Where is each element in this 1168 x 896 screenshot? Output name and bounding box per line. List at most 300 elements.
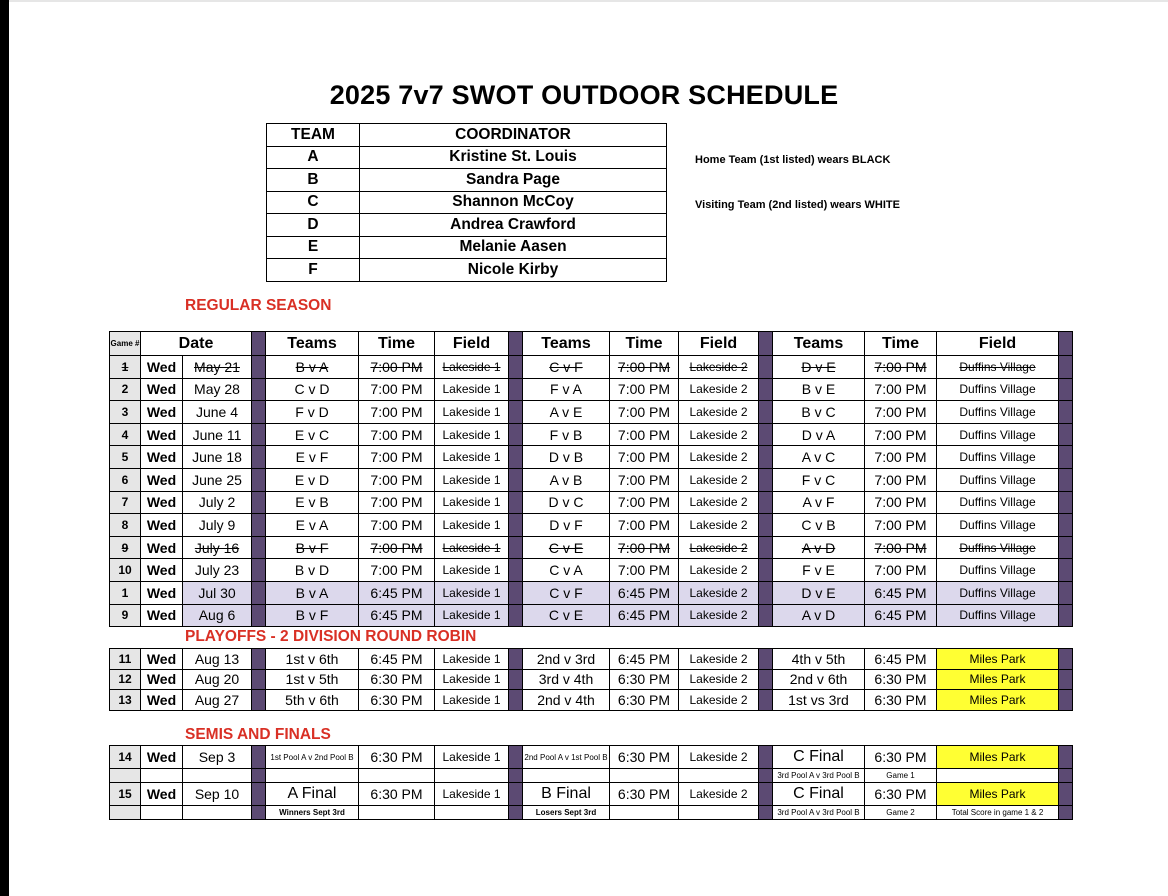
game-number: 9 <box>110 604 141 627</box>
coordinator-row <box>267 169 667 192</box>
field-3: Duffins Village <box>937 559 1059 582</box>
time-3: 7:00 PM <box>865 356 937 379</box>
separator <box>1059 746 1073 769</box>
game-number: 7 <box>110 491 141 514</box>
time-3: 7:00 PM <box>865 401 937 424</box>
teams-2: A v B <box>523 468 610 491</box>
teams-1: E v D <box>266 468 359 491</box>
date-header: Date <box>141 332 252 356</box>
schedule-row <box>110 783 1073 806</box>
field-3: Duffins Village <box>937 468 1059 491</box>
field-3: Duffins Village <box>937 446 1059 469</box>
game-number: 14 <box>110 746 141 769</box>
separator <box>509 783 523 806</box>
separator <box>759 769 773 783</box>
field-3: Miles Park <box>937 746 1059 769</box>
field-2: Lakeside 2 <box>679 446 759 469</box>
teams-3: D v A <box>773 423 865 446</box>
teams-2: D v C <box>523 491 610 514</box>
time-1 <box>359 769 435 783</box>
field-header: Field <box>679 332 759 356</box>
field-1: Lakeside 1 <box>435 604 509 627</box>
separator <box>252 669 266 690</box>
time-3: 7:00 PM <box>865 468 937 491</box>
game-number <box>110 806 141 820</box>
teams-3: 4th v 5th <box>773 649 865 670</box>
teams-1: B v F <box>266 536 359 559</box>
day: Wed <box>141 669 183 690</box>
date: Aug 13 <box>183 649 252 670</box>
teams-1: 5th v 6th <box>266 690 359 711</box>
field-2: Lakeside 2 <box>679 669 759 690</box>
time-3: 7:00 PM <box>865 446 937 469</box>
field-1: Lakeside 1 <box>435 401 509 424</box>
field-3: Duffins Village <box>937 514 1059 537</box>
time-3: 7:00 PM <box>865 491 937 514</box>
field-2: Lakeside 2 <box>679 581 759 604</box>
separator <box>759 536 773 559</box>
time-1 <box>359 806 435 820</box>
field-3: Miles Park <box>937 690 1059 711</box>
semis-label: SEMIS AND FINALS <box>185 726 331 743</box>
separator <box>252 514 266 537</box>
time-2: 7:00 PM <box>610 514 679 537</box>
teams-2: C v F <box>523 581 610 604</box>
teams-1: 1st Pool A v 2nd Pool B <box>266 746 359 769</box>
schedule-row <box>110 423 1073 446</box>
field-1: Lakeside 1 <box>435 783 509 806</box>
teams-header: Teams <box>773 332 865 356</box>
day: Wed <box>141 378 183 401</box>
teams-header: Teams <box>266 332 359 356</box>
teams-2: C v A <box>523 559 610 582</box>
date: Aug 20 <box>183 669 252 690</box>
separator <box>1059 446 1073 469</box>
separator <box>509 769 523 783</box>
separator <box>1059 423 1073 446</box>
field-3: Duffins Village <box>937 491 1059 514</box>
teams-2: C v E <box>523 604 610 627</box>
date <box>183 806 252 820</box>
separator <box>252 446 266 469</box>
separator <box>509 536 523 559</box>
day: Wed <box>141 559 183 582</box>
playoffs-table <box>109 648 1073 711</box>
field-3: Total Score in game 1 & 2 <box>937 806 1059 820</box>
day: Wed <box>141 423 183 446</box>
field-1: Lakeside 1 <box>435 690 509 711</box>
teams-2: F v B <box>523 423 610 446</box>
game-number: 2 <box>110 378 141 401</box>
separator <box>1059 806 1073 820</box>
time-2: 7:00 PM <box>610 356 679 379</box>
teams-1: 1st v 6th <box>266 649 359 670</box>
separator <box>759 332 773 356</box>
separator <box>1059 783 1073 806</box>
game-number <box>110 769 141 783</box>
coordinator-row <box>267 259 667 282</box>
time-1: 7:00 PM <box>359 356 435 379</box>
date: July 2 <box>183 491 252 514</box>
time-2: 7:00 PM <box>610 468 679 491</box>
teams-1: Winners Sept 3rd <box>266 806 359 820</box>
team-letter: D <box>267 214 360 237</box>
day: Wed <box>141 468 183 491</box>
time-3: Game 2 <box>865 806 937 820</box>
separator <box>1059 514 1073 537</box>
separator <box>252 783 266 806</box>
time-1: 7:00 PM <box>359 536 435 559</box>
time-header: Time <box>610 332 679 356</box>
teams-3: C v B <box>773 514 865 537</box>
time-1: 6:30 PM <box>359 783 435 806</box>
field-1 <box>435 769 509 783</box>
separator <box>509 468 523 491</box>
time-1: 6:45 PM <box>359 581 435 604</box>
separator <box>759 690 773 711</box>
day: Wed <box>141 491 183 514</box>
teams-3: D v E <box>773 581 865 604</box>
field-1: Lakeside 1 <box>435 491 509 514</box>
coordinator-header: COORDINATOR <box>360 124 667 147</box>
date: Jul 30 <box>183 581 252 604</box>
time-2: 6:45 PM <box>610 649 679 670</box>
time-1: 7:00 PM <box>359 491 435 514</box>
day: Wed <box>141 783 183 806</box>
field-2: Lakeside 2 <box>679 746 759 769</box>
time-header: Time <box>359 332 435 356</box>
coordinator-name: Sandra Page <box>360 169 667 192</box>
field-2: Lakeside 2 <box>679 514 759 537</box>
field-1: Lakeside 1 <box>435 536 509 559</box>
field-3: Duffins Village <box>937 401 1059 424</box>
time-2: 7:00 PM <box>610 401 679 424</box>
teams-3: B v E <box>773 378 865 401</box>
day: Wed <box>141 446 183 469</box>
separator <box>509 559 523 582</box>
game-number: 9 <box>110 536 141 559</box>
teams-2: D v F <box>523 514 610 537</box>
time-1: 7:00 PM <box>359 446 435 469</box>
coordinator-row <box>267 236 667 259</box>
teams-2: 3rd v 4th <box>523 669 610 690</box>
day: Wed <box>141 581 183 604</box>
top-edge-line <box>9 0 1168 2</box>
separator <box>1059 559 1073 582</box>
field-2: Lakeside 2 <box>679 783 759 806</box>
separator <box>1059 769 1073 783</box>
time-1: 6:45 PM <box>359 604 435 627</box>
schedule-row <box>110 581 1073 604</box>
teams-2 <box>523 769 610 783</box>
separator <box>252 769 266 783</box>
left-edge-bar <box>0 0 9 896</box>
teams-3: F v E <box>773 559 865 582</box>
teams-2: Losers Sept 3rd <box>523 806 610 820</box>
date: Sep 3 <box>183 746 252 769</box>
separator <box>759 581 773 604</box>
separator <box>509 581 523 604</box>
teams-2: 2nd v 4th <box>523 690 610 711</box>
separator <box>252 559 266 582</box>
separator <box>759 423 773 446</box>
date: May 21 <box>183 356 252 379</box>
separator <box>252 604 266 627</box>
regular-season-header-row <box>110 332 1073 356</box>
field-1: Lakeside 1 <box>435 669 509 690</box>
time-1: 7:00 PM <box>359 401 435 424</box>
teams-3: A v D <box>773 604 865 627</box>
day: Wed <box>141 746 183 769</box>
coordinator-row <box>267 146 667 169</box>
separator <box>759 468 773 491</box>
coordinator-row <box>267 191 667 214</box>
field-1 <box>435 806 509 820</box>
time-2: 6:30 PM <box>610 690 679 711</box>
team-letter: B <box>267 169 360 192</box>
date: June 11 <box>183 423 252 446</box>
time-3: 6:30 PM <box>865 783 937 806</box>
time-3: 6:30 PM <box>865 690 937 711</box>
date: June 25 <box>183 468 252 491</box>
teams-3: 3rd Pool A v 3rd Pool B <box>773 769 865 783</box>
time-3: 7:00 PM <box>865 514 937 537</box>
field-1: Lakeside 1 <box>435 581 509 604</box>
separator <box>252 423 266 446</box>
coordinator-name: Kristine St. Louis <box>360 146 667 169</box>
field-1: Lakeside 1 <box>435 446 509 469</box>
time-3: 7:00 PM <box>865 536 937 559</box>
separator <box>1059 356 1073 379</box>
day <box>141 769 183 783</box>
separator <box>759 669 773 690</box>
coordinator-table <box>266 123 667 282</box>
separator <box>509 746 523 769</box>
separator <box>252 332 266 356</box>
schedule-row <box>110 446 1073 469</box>
separator <box>509 332 523 356</box>
coordinator-row <box>267 214 667 237</box>
day: Wed <box>141 649 183 670</box>
teams-2: B Final <box>523 783 610 806</box>
field-2: Lakeside 2 <box>679 536 759 559</box>
game-number: 5 <box>110 446 141 469</box>
teams-1: B v A <box>266 356 359 379</box>
schedule-row <box>110 649 1073 670</box>
teams-3: A v F <box>773 491 865 514</box>
separator <box>252 581 266 604</box>
field-3 <box>937 769 1059 783</box>
field-3: Duffins Village <box>937 604 1059 627</box>
time-2: 6:30 PM <box>610 669 679 690</box>
date: Aug 27 <box>183 690 252 711</box>
coordinator-header-row <box>267 124 667 147</box>
separator <box>509 669 523 690</box>
separator <box>759 806 773 820</box>
separator <box>252 491 266 514</box>
day <box>141 806 183 820</box>
teams-3: B v C <box>773 401 865 424</box>
game-number: 11 <box>110 649 141 670</box>
time-1: 6:45 PM <box>359 649 435 670</box>
teams-1: E v C <box>266 423 359 446</box>
time-2: 7:00 PM <box>610 378 679 401</box>
separator <box>759 783 773 806</box>
separator <box>252 746 266 769</box>
teams-3: 1st vs 3rd <box>773 690 865 711</box>
time-2: 7:00 PM <box>610 536 679 559</box>
date: June 18 <box>183 446 252 469</box>
time-1: 6:30 PM <box>359 746 435 769</box>
separator <box>759 514 773 537</box>
teams-3: A v D <box>773 536 865 559</box>
separator <box>1059 468 1073 491</box>
separator <box>509 378 523 401</box>
time-3: 6:45 PM <box>865 604 937 627</box>
schedule-subrow <box>110 769 1073 783</box>
field-2: Lakeside 2 <box>679 491 759 514</box>
separator <box>1059 669 1073 690</box>
separator <box>759 559 773 582</box>
coordinator-name: Melanie Aasen <box>360 236 667 259</box>
game-number: 8 <box>110 514 141 537</box>
field-3: Duffins Village <box>937 536 1059 559</box>
separator <box>759 356 773 379</box>
separator <box>1059 491 1073 514</box>
separator <box>1059 332 1073 356</box>
separator <box>509 604 523 627</box>
coordinator-name: Andrea Crawford <box>360 214 667 237</box>
game-number: 13 <box>110 690 141 711</box>
day: Wed <box>141 604 183 627</box>
schedule-row <box>110 401 1073 424</box>
time-2: 7:00 PM <box>610 559 679 582</box>
time-header: Time <box>865 332 937 356</box>
time-2: 7:00 PM <box>610 491 679 514</box>
teams-2: C v F <box>523 356 610 379</box>
teams-3: A v C <box>773 446 865 469</box>
team-letter: E <box>267 236 360 259</box>
schedule-row <box>110 356 1073 379</box>
teams-1: E v A <box>266 514 359 537</box>
teams-1 <box>266 769 359 783</box>
separator <box>759 604 773 627</box>
teams-2: D v B <box>523 446 610 469</box>
teams-2: C v E <box>523 536 610 559</box>
separator <box>252 468 266 491</box>
time-2: 6:45 PM <box>610 581 679 604</box>
team-letter: C <box>267 191 360 214</box>
schedule-row <box>110 690 1073 711</box>
separator <box>252 401 266 424</box>
separator <box>759 446 773 469</box>
separator <box>509 514 523 537</box>
field-1: Lakeside 1 <box>435 649 509 670</box>
separator <box>252 356 266 379</box>
visiting-team-note: Visiting Team (2nd listed) wears WHITE <box>695 199 900 211</box>
schedule-row <box>110 559 1073 582</box>
field-1: Lakeside 1 <box>435 559 509 582</box>
field-1: Lakeside 1 <box>435 423 509 446</box>
time-3: Game 1 <box>865 769 937 783</box>
time-3: 7:00 PM <box>865 423 937 446</box>
separator <box>1059 378 1073 401</box>
page-title: 2025 7v7 SWOT OUTDOOR SCHEDULE <box>329 80 839 110</box>
date: Sep 10 <box>183 783 252 806</box>
coordinator-name: Nicole Kirby <box>360 259 667 282</box>
field-1: Lakeside 1 <box>435 514 509 537</box>
time-2 <box>610 769 679 783</box>
teams-1: B v F <box>266 604 359 627</box>
separator <box>252 378 266 401</box>
schedule-row <box>110 604 1073 627</box>
field-2: Lakeside 2 <box>679 401 759 424</box>
teams-1: B v A <box>266 581 359 604</box>
teams-3: 3rd Pool A v 3rd Pool B <box>773 806 865 820</box>
field-3: Duffins Village <box>937 581 1059 604</box>
day: Wed <box>141 690 183 711</box>
field-3: Miles Park <box>937 783 1059 806</box>
field-2: Lakeside 2 <box>679 356 759 379</box>
time-1: 7:00 PM <box>359 468 435 491</box>
time-2: 6:30 PM <box>610 746 679 769</box>
separator <box>509 806 523 820</box>
time-2: 6:30 PM <box>610 783 679 806</box>
game-number-header: Game # <box>110 332 141 356</box>
schedule-row <box>110 468 1073 491</box>
time-2: 6:45 PM <box>610 604 679 627</box>
separator <box>759 491 773 514</box>
separator <box>509 356 523 379</box>
separator <box>1059 649 1073 670</box>
time-1: 7:00 PM <box>359 378 435 401</box>
field-2 <box>679 806 759 820</box>
time-3: 7:00 PM <box>865 378 937 401</box>
field-2: Lakeside 2 <box>679 423 759 446</box>
game-number: 1 <box>110 356 141 379</box>
field-2: Lakeside 2 <box>679 559 759 582</box>
separator <box>252 536 266 559</box>
teams-1: E v B <box>266 491 359 514</box>
team-letter: A <box>267 146 360 169</box>
time-1: 6:30 PM <box>359 690 435 711</box>
teams-3: C Final <box>773 746 865 769</box>
field-1: Lakeside 1 <box>435 746 509 769</box>
separator <box>759 649 773 670</box>
game-number: 10 <box>110 559 141 582</box>
regular-season-table <box>109 331 1073 627</box>
schedule-row <box>110 669 1073 690</box>
separator <box>1059 581 1073 604</box>
time-3: 7:00 PM <box>865 559 937 582</box>
teams-1: 1st v 5th <box>266 669 359 690</box>
schedule-row <box>110 491 1073 514</box>
game-number: 12 <box>110 669 141 690</box>
date <box>183 769 252 783</box>
time-3: 6:45 PM <box>865 649 937 670</box>
teams-3: 2nd v 6th <box>773 669 865 690</box>
separator <box>509 491 523 514</box>
schedule-row <box>110 746 1073 769</box>
field-2: Lakeside 2 <box>679 604 759 627</box>
teams-1: C v D <box>266 378 359 401</box>
separator <box>509 446 523 469</box>
field-3: Duffins Village <box>937 423 1059 446</box>
field-3: Duffins Village <box>937 356 1059 379</box>
day: Wed <box>141 514 183 537</box>
separator <box>509 690 523 711</box>
separator <box>509 423 523 446</box>
